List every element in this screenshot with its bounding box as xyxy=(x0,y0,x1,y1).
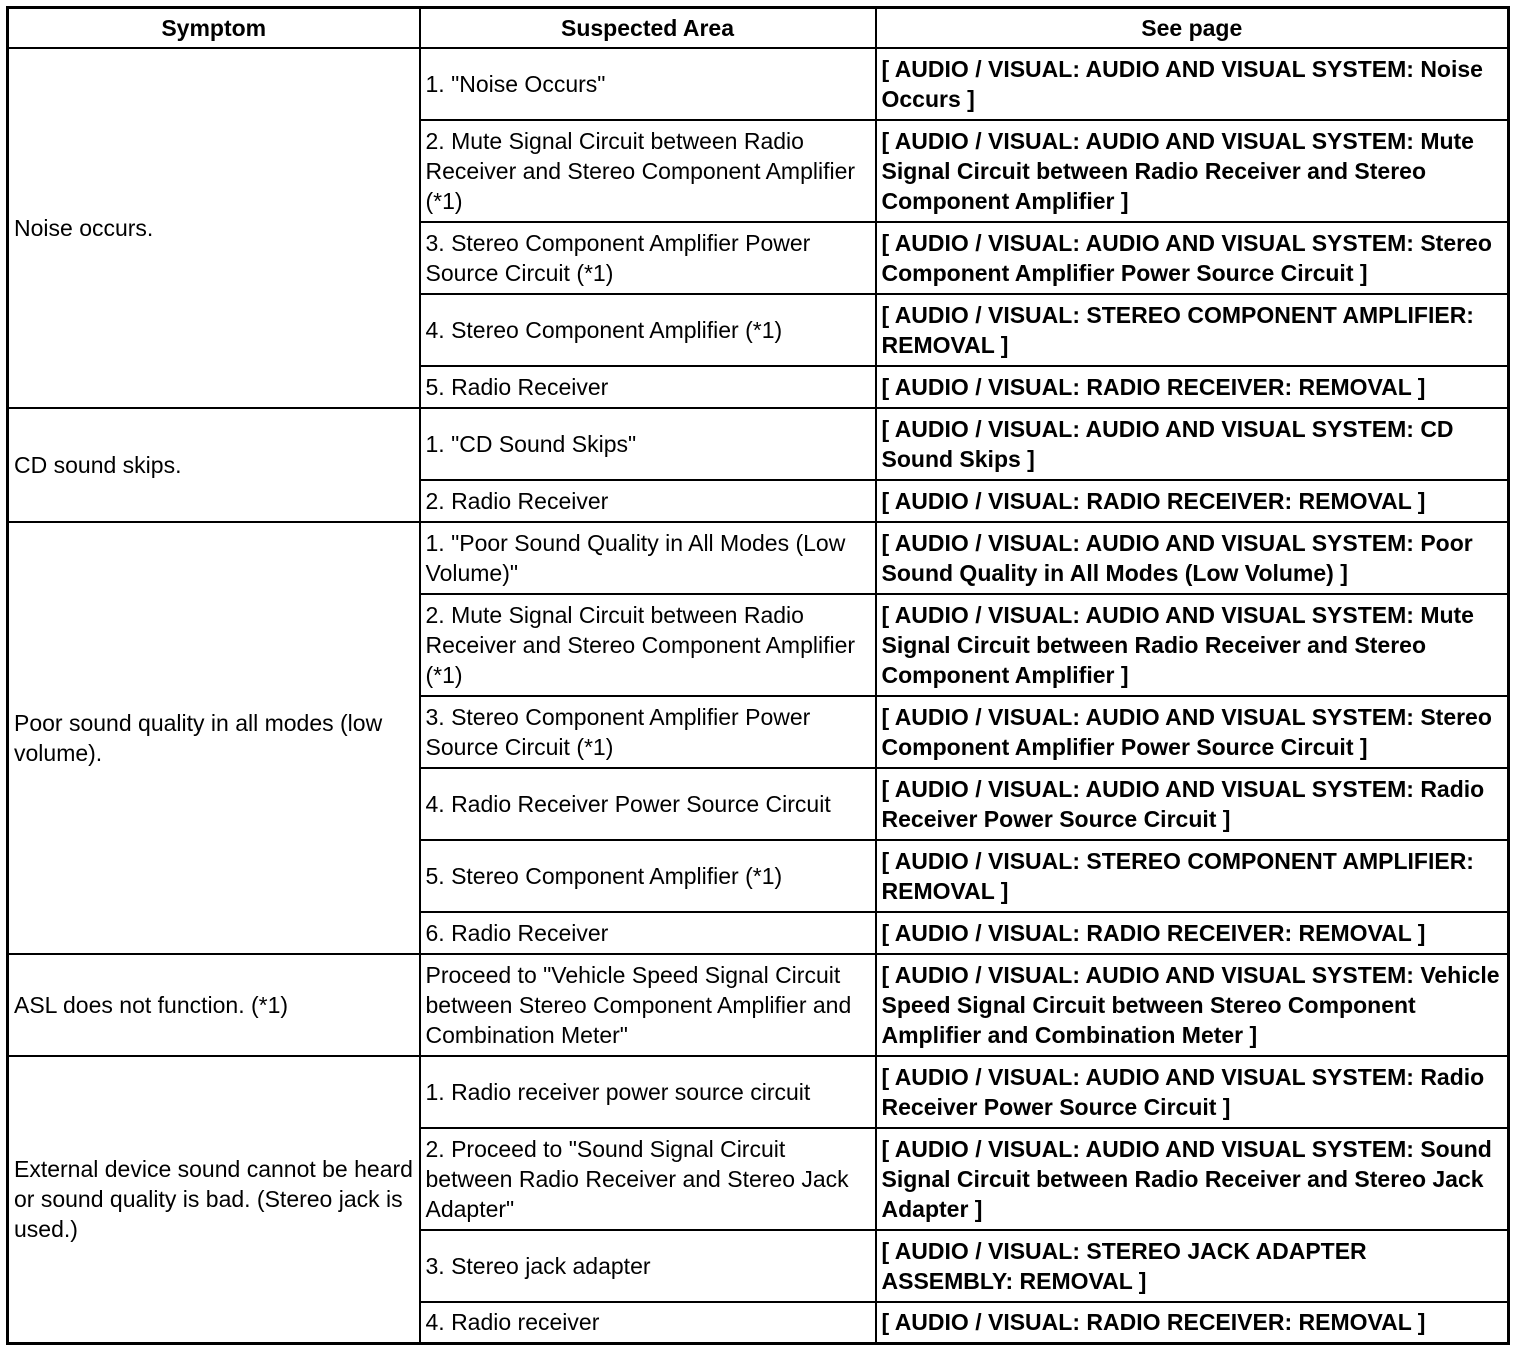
see-page-cell: [ AUDIO / VISUAL: AUDIO AND VISUAL SYSTEM: Radio Receiver Power Source Circuit ] xyxy=(876,1056,1509,1128)
table-row xyxy=(8,48,1509,120)
see-page-cell: [ AUDIO / VISUAL: AUDIO AND VISUAL SYSTEM: CD Sound Skips ] xyxy=(876,408,1509,480)
troubleshooting-table xyxy=(6,6,1510,1345)
see-page-cell: [ AUDIO / VISUAL: AUDIO AND VISUAL SYSTEM: Noise Occurs ] xyxy=(876,48,1509,120)
suspected-area-cell: 1. "CD Sound Skips" xyxy=(420,408,876,480)
see-page-cell: [ AUDIO / VISUAL: AUDIO AND VISUAL SYSTEM: Vehicle Speed Signal Circuit between Stereo Component Amplifier and Combination Meter ] xyxy=(876,954,1509,1056)
suspected-area-cell: 1. "Poor Sound Quality in All Modes (Low Volume)" xyxy=(420,522,876,594)
symptom-cell: ASL does not function. (*1) xyxy=(8,954,420,1056)
table-row xyxy=(8,954,1509,1056)
see-page-cell: [ AUDIO / VISUAL: AUDIO AND VISUAL SYSTEM: Sound Signal Circuit between Radio Receiver and Stereo Jack Adapter ] xyxy=(876,1128,1509,1230)
see-page-cell: [ AUDIO / VISUAL: RADIO RECEIVER: REMOVAL ] xyxy=(876,912,1509,954)
suspected-area-cell: 2. Mute Signal Circuit between Radio Receiver and Stereo Component Amplifier (*1) xyxy=(420,120,876,222)
suspected-area-cell: 4. Radio Receiver Power Source Circuit xyxy=(420,768,876,840)
suspected-area-cell: 4. Stereo Component Amplifier (*1) xyxy=(420,294,876,366)
see-page-cell: [ AUDIO / VISUAL: AUDIO AND VISUAL SYSTEM: Mute Signal Circuit between Radio Receiver and Stereo Component Amplifier ] xyxy=(876,120,1509,222)
suspected-area-cell: Proceed to "Vehicle Speed Signal Circuit between Stereo Component Amplifier and Combination Meter" xyxy=(420,954,876,1056)
see-page-cell: [ AUDIO / VISUAL: RADIO RECEIVER: REMOVAL ] xyxy=(876,480,1509,522)
header-see-page: See page xyxy=(876,8,1509,48)
see-page-cell: [ AUDIO / VISUAL: AUDIO AND VISUAL SYSTEM: Poor Sound Quality in All Modes (Low Volume) ] xyxy=(876,522,1509,594)
table-row xyxy=(8,1056,1509,1128)
see-page-cell: [ AUDIO / VISUAL: AUDIO AND VISUAL SYSTEM: Mute Signal Circuit between Radio Receiver and Stereo Component Amplifier ] xyxy=(876,594,1509,696)
suspected-area-cell: 5. Stereo Component Amplifier (*1) xyxy=(420,840,876,912)
table-row xyxy=(8,522,1509,594)
header-row xyxy=(8,8,1509,48)
see-page-cell: [ AUDIO / VISUAL: STEREO JACK ADAPTER ASSEMBLY: REMOVAL ] xyxy=(876,1230,1509,1302)
suspected-area-cell: 5. Radio Receiver xyxy=(420,366,876,408)
symptom-cell: External device sound cannot be heard or sound quality is bad. (Stereo jack is used.) xyxy=(8,1056,420,1344)
header-suspected-area: Suspected Area xyxy=(420,8,876,48)
suspected-area-cell: 3. Stereo jack adapter xyxy=(420,1230,876,1302)
see-page-cell: [ AUDIO / VISUAL: AUDIO AND VISUAL SYSTEM: Radio Receiver Power Source Circuit ] xyxy=(876,768,1509,840)
symptom-cell: Noise occurs. xyxy=(8,48,420,408)
symptom-cell: CD sound skips. xyxy=(8,408,420,522)
suspected-area-cell: 3. Stereo Component Amplifier Power Source Circuit (*1) xyxy=(420,222,876,294)
suspected-area-cell: 2. Mute Signal Circuit between Radio Receiver and Stereo Component Amplifier (*1) xyxy=(420,594,876,696)
table-row xyxy=(8,408,1509,480)
header-symptom: Symptom xyxy=(8,8,420,48)
see-page-cell: [ AUDIO / VISUAL: AUDIO AND VISUAL SYSTEM: Stereo Component Amplifier Power Source Circuit ] xyxy=(876,696,1509,768)
suspected-area-cell: 1. "Noise Occurs" xyxy=(420,48,876,120)
suspected-area-cell: 2. Proceed to "Sound Signal Circuit between Radio Receiver and Stereo Jack Adapter" xyxy=(420,1128,876,1230)
see-page-cell: [ AUDIO / VISUAL: STEREO COMPONENT AMPLIFIER: REMOVAL ] xyxy=(876,840,1509,912)
see-page-cell: [ AUDIO / VISUAL: STEREO COMPONENT AMPLIFIER: REMOVAL ] xyxy=(876,294,1509,366)
suspected-area-cell: 1. Radio receiver power source circuit xyxy=(420,1056,876,1128)
see-page-cell: [ AUDIO / VISUAL: AUDIO AND VISUAL SYSTEM: Stereo Component Amplifier Power Source Circuit ] xyxy=(876,222,1509,294)
suspected-area-cell: 4. Radio receiver xyxy=(420,1302,876,1344)
see-page-cell: [ AUDIO / VISUAL: RADIO RECEIVER: REMOVAL ] xyxy=(876,1302,1509,1344)
symptom-cell: Poor sound quality in all modes (low volume). xyxy=(8,522,420,954)
suspected-area-cell: 2. Radio Receiver xyxy=(420,480,876,522)
suspected-area-cell: 3. Stereo Component Amplifier Power Source Circuit (*1) xyxy=(420,696,876,768)
see-page-cell: [ AUDIO / VISUAL: RADIO RECEIVER: REMOVAL ] xyxy=(876,366,1509,408)
suspected-area-cell: 6. Radio Receiver xyxy=(420,912,876,954)
